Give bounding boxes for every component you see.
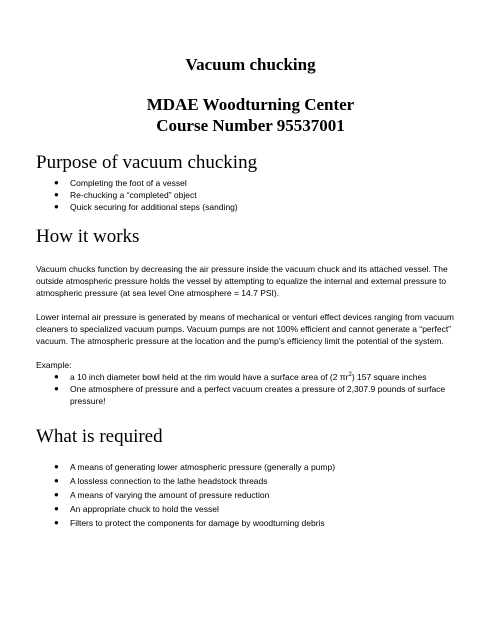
list-item: ● A means of generating lower atmospheric pressure (generally a pump) bbox=[54, 462, 336, 472]
list-item: ● One atmosphere of pressure and a perfect vacuum creates a pressure of 2,307.9 pounds of surface pressure! bbox=[54, 384, 446, 406]
list-item: ● Filters to protect the components for damage by woodturning debris bbox=[54, 518, 325, 528]
required-heading: What is required bbox=[36, 426, 163, 447]
list-item: ● A means of varying the amount of pressure reduction bbox=[54, 490, 270, 500]
example-label: Example: bbox=[36, 360, 72, 370]
purpose-heading: Purpose of vacuum chucking bbox=[36, 152, 258, 173]
list-item: ● Completing the foot of a vessel bbox=[54, 178, 187, 188]
course-number: Course Number 95537001 bbox=[156, 116, 345, 135]
bullet-icon: ● bbox=[54, 384, 59, 393]
bullet-icon: ● bbox=[54, 190, 59, 199]
center-name: MDAE Woodturning Center bbox=[146, 95, 355, 114]
bullet-icon: ● bbox=[54, 462, 59, 471]
bullet-icon: ● bbox=[54, 372, 59, 381]
list-item: ● Quick securing for additional steps (sanding) bbox=[54, 202, 238, 212]
how-heading: How it works bbox=[36, 226, 140, 247]
purpose-list bbox=[36, 177, 465, 213]
example-list bbox=[36, 371, 465, 407]
list-item: ● a 10 inch diameter bowl held at the rim would have a surface area of (2 $\pi r^2$) 157 square inches bbox=[54, 372, 427, 382]
bullet-icon: ● bbox=[54, 178, 59, 187]
bullet-icon: ● bbox=[54, 504, 59, 513]
bullet-icon: ● bbox=[54, 202, 59, 211]
required-list bbox=[36, 461, 465, 529]
bullet-icon: ● bbox=[54, 476, 59, 485]
list-item: ● Re-chucking a “completed” object bbox=[54, 190, 197, 200]
superscript: 2 bbox=[348, 372, 352, 379]
list-item: ● An appropriate chuck to hold the vessel bbox=[54, 504, 219, 514]
paragraph: Lower internal air pressure is generated by means of mechanical or venturi effect devices ranging from vacuum cleaners to specialized vacuum pumps. Vacuum pumps are not 100% efficient and cannot generate a “perfect” vacuum. The atmospheric pressure at the location and the pump’s efficiency limit the potential of the system. bbox=[36, 312, 454, 346]
paragraph: Vacuum chucks function by decreasing the air pressure inside the vacuum chuck and its attached vessel. The outside atmospheric pressure holds the vessel by attempting to equalize the internal and external pressure to atmospheric pressure (at sea level One atmosphere = 14.7 PSI). bbox=[36, 264, 448, 298]
list-item: ● A lossless connection to the lathe headstock threads bbox=[54, 476, 268, 486]
bullet-icon: ● bbox=[54, 490, 59, 499]
doc-title: Vacuum chucking bbox=[185, 55, 316, 74]
bullet-icon: ● bbox=[54, 518, 59, 527]
